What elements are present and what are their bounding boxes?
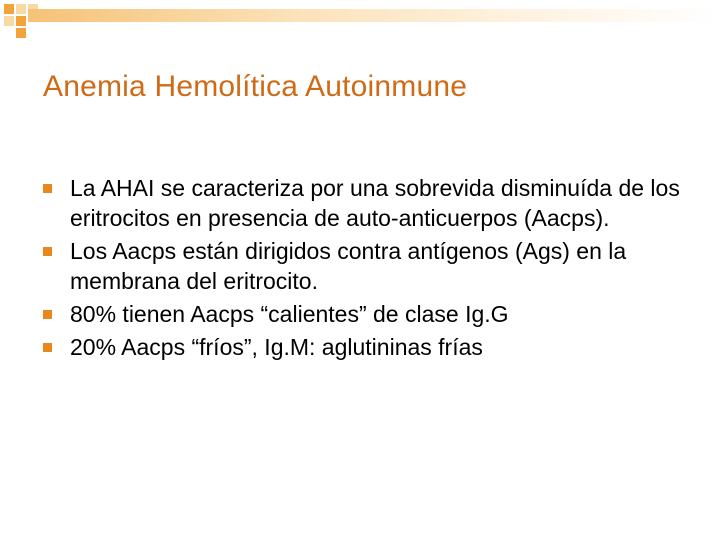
bullet-item [43, 299, 683, 329]
square-bullet-icon [43, 310, 52, 319]
corner-decoration-square [4, 4, 14, 14]
square-bullet-icon [43, 184, 52, 193]
bullet-text: 80% tienen Aacps “calientes” de clase Ig.G [70, 301, 509, 327]
bullet-text: 20% Aacps “fríos”, Ig.M: aglutininas frías [70, 334, 483, 360]
bullet-item [43, 332, 683, 362]
corner-decoration-square [4, 16, 14, 26]
corner-decoration-square [16, 4, 26, 14]
square-bullet-icon [43, 247, 52, 256]
bullet-text: Los Aacps están dirigidos contra antígenos (Ags) en la membrana del eritrocito. [70, 238, 627, 294]
bullet-item [43, 236, 683, 296]
corner-decoration-square [16, 28, 26, 38]
bullet-list [43, 173, 683, 365]
header-gradient-bar [28, 9, 720, 22]
slide-title: Anemia Hemolítica Autoinmune [43, 70, 468, 103]
square-bullet-icon [43, 343, 52, 352]
corner-decoration-square [16, 16, 26, 26]
bullet-text: La AHAI se caracteriza por una sobrevida disminuída de los eritrocitos en presencia de auto-anticuerpos (Aacps). [70, 175, 680, 231]
bullet-item [43, 173, 683, 233]
